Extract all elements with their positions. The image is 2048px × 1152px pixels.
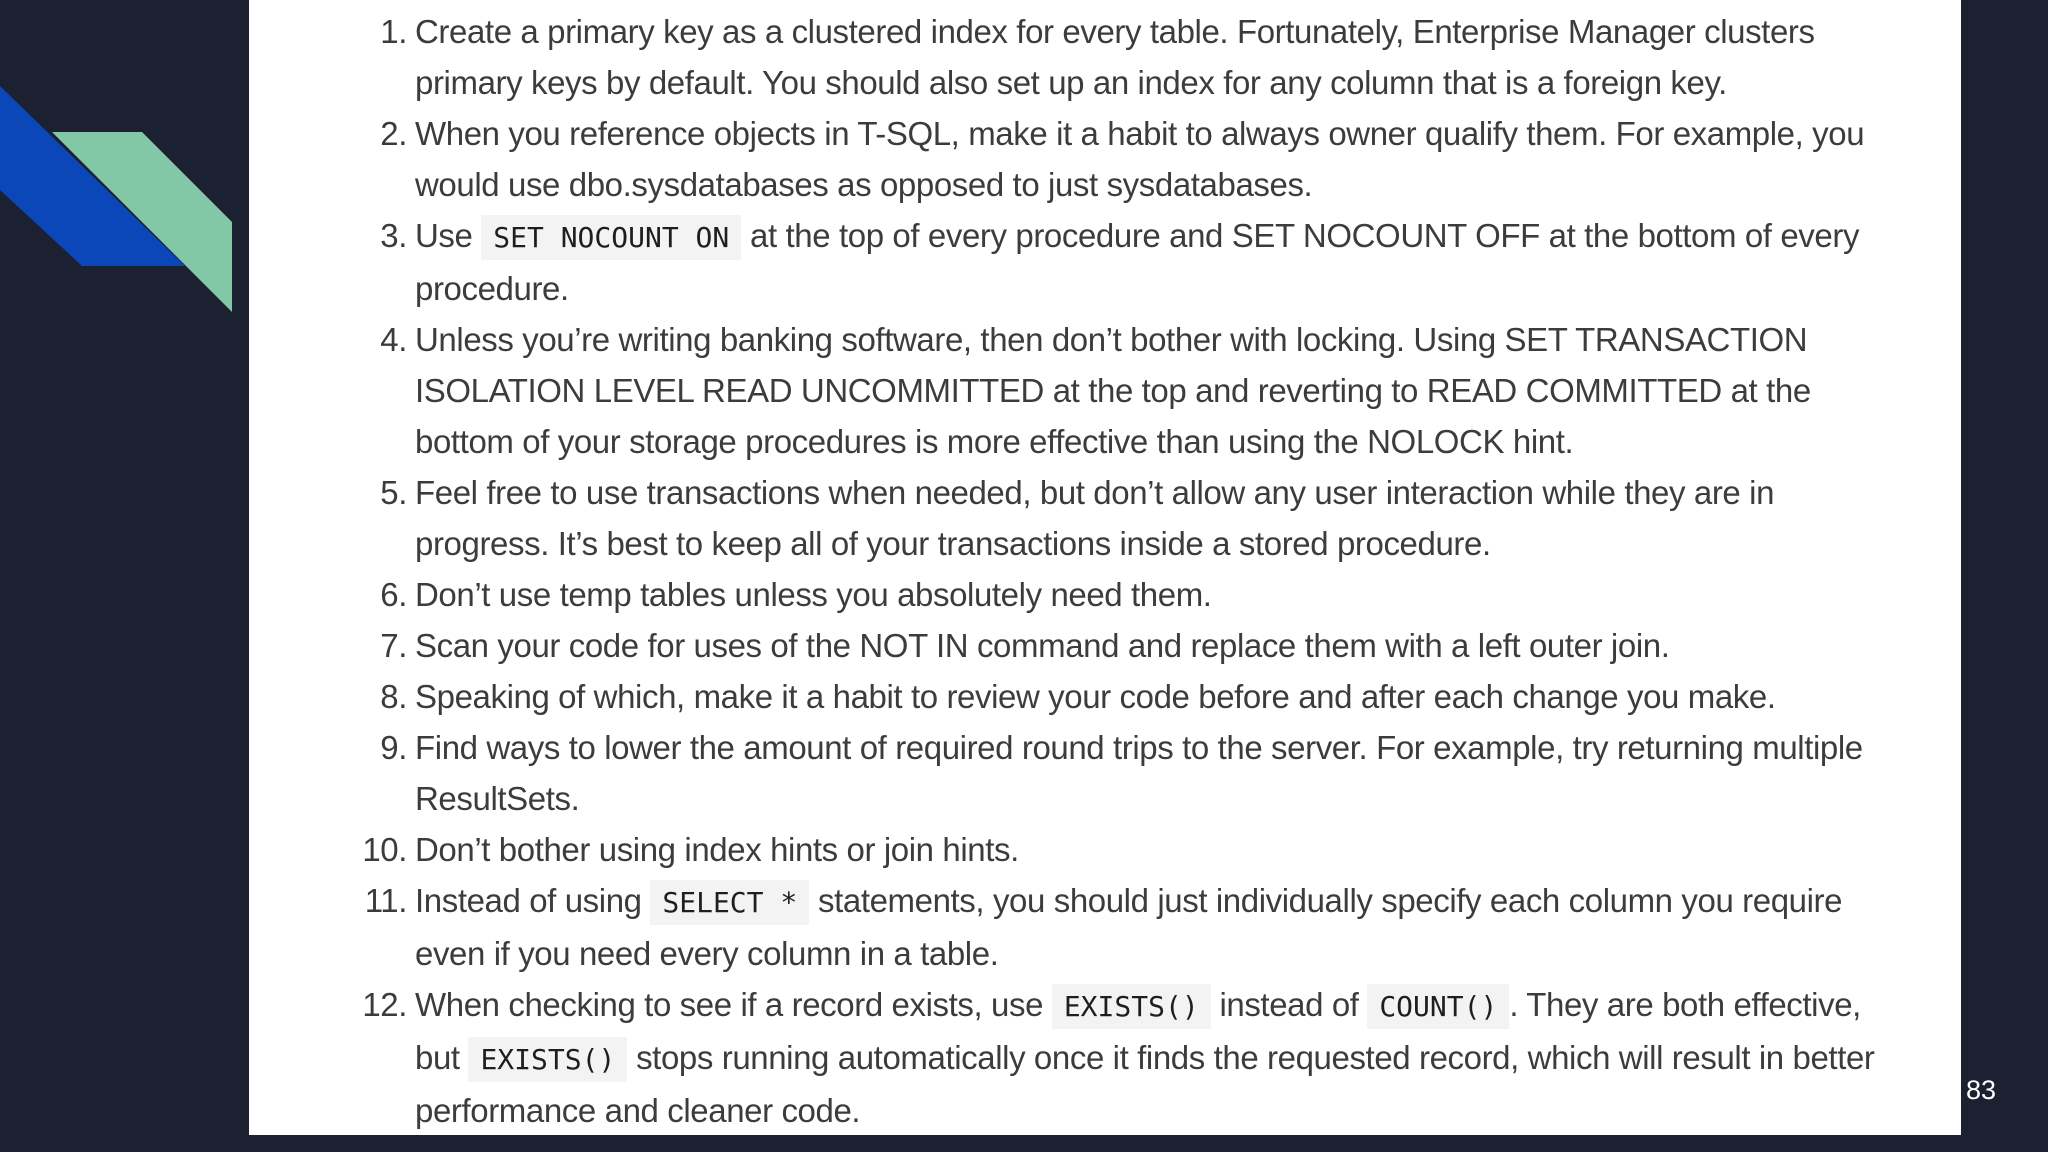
page-number: 83 <box>1966 1075 1997 1105</box>
tip-item-5 <box>249 467 1961 569</box>
tip-item-7 <box>249 620 1961 671</box>
tip-text-part: instead of <box>1210 986 1368 1023</box>
tip-text: Create a primary key as a clustered index for every table. Fortunately, Enterprise Manager clusters primary keys by default. You should also set up an index for any column that is a foreign key. <box>415 13 1815 101</box>
tip-text-before: Use <box>415 217 482 254</box>
tip-item-4 <box>249 314 1961 467</box>
tip-number: 2. <box>380 115 407 152</box>
tip-text: When you reference objects in T-SQL, make it a habit to always owner qualify them. For example, you would use dbo.sysdatabases as opposed to just sysdatabases. <box>415 115 1865 203</box>
tip-text-part: When checking to see if a record exists, use <box>415 986 1052 1023</box>
tip-item-3 <box>249 210 1961 314</box>
tip-text-part: . They are both effective, but <box>415 986 1861 1076</box>
tip-item-2 <box>249 108 1961 210</box>
tip-text: Don’t bother using index hints or join hints. <box>415 831 1019 868</box>
tip-text: Scan your code for uses of the NOT IN command and replace them with a left outer join. <box>415 627 1670 664</box>
tips-list <box>249 6 1961 1135</box>
tip-item-6 <box>249 569 1961 620</box>
tip-number: 10. <box>362 831 407 868</box>
inline-code-set-nocount-on: SET NOCOUNT ON <box>481 215 741 260</box>
tip-text-before: Instead of using <box>415 882 651 919</box>
inline-code-select-star: SELECT * <box>650 880 809 925</box>
tip-number: 6. <box>380 576 407 613</box>
tip-number: 12. <box>362 986 407 1023</box>
tip-text: Speaking of which, make it a habit to review your code before and after each change you make. <box>415 678 1776 715</box>
tip-text-after: at the top of every procedure and SET NOCOUNT OFF at the bottom of every procedure. <box>415 217 1860 307</box>
tip-number: 3. <box>380 217 407 254</box>
tip-item-11 <box>249 875 1961 979</box>
inline-code-count: COUNT() <box>1367 984 1509 1029</box>
tip-item-12 <box>249 979 1961 1135</box>
tip-text-part: stops running automatically once it finds the requested record, which will result in better performance and cleaner code. <box>415 1039 1875 1129</box>
tip-item-1 <box>249 6 1961 108</box>
tip-text: Don’t use temp tables unless you absolutely need them. <box>415 576 1212 613</box>
tip-item-8 <box>249 671 1961 722</box>
tip-number: 9. <box>380 729 407 766</box>
tip-text-after: statements, you should just individually specify each column you require even if you need every column in a table. <box>415 882 1843 972</box>
tip-number: 8. <box>380 678 407 715</box>
tip-item-9 <box>249 722 1961 824</box>
tip-number: 1. <box>380 13 407 50</box>
tip-number: 5. <box>380 474 407 511</box>
content-panel <box>249 0 1961 1135</box>
inline-code-exists: EXISTS() <box>1052 984 1211 1029</box>
tip-text: Unless you’re writing banking software, then don’t bother with locking. Using SET TRANSACTION ISOLATION LEVEL READ UNCOMMITTED at the top and reverting to READ COMMITTED at the bottom of your storage procedures is more effective than using the NOLOCK hint. <box>415 321 1811 460</box>
tip-text: Find ways to lower the amount of required round trips to the server. For example, try returning multiple ResultSets. <box>415 729 1863 817</box>
tip-number: 4. <box>380 321 407 358</box>
tip-text: Feel free to use transactions when needed, but don’t allow any user interaction while they are in progress. It’s best to keep all of your transactions inside a stored procedure. <box>415 474 1775 562</box>
tip-number: 11. <box>364 882 407 919</box>
decorative-chevron-shapes <box>0 0 240 320</box>
tip-number: 7. <box>380 627 407 664</box>
inline-code-exists: EXISTS() <box>468 1037 627 1082</box>
tip-item-10 <box>249 824 1961 875</box>
